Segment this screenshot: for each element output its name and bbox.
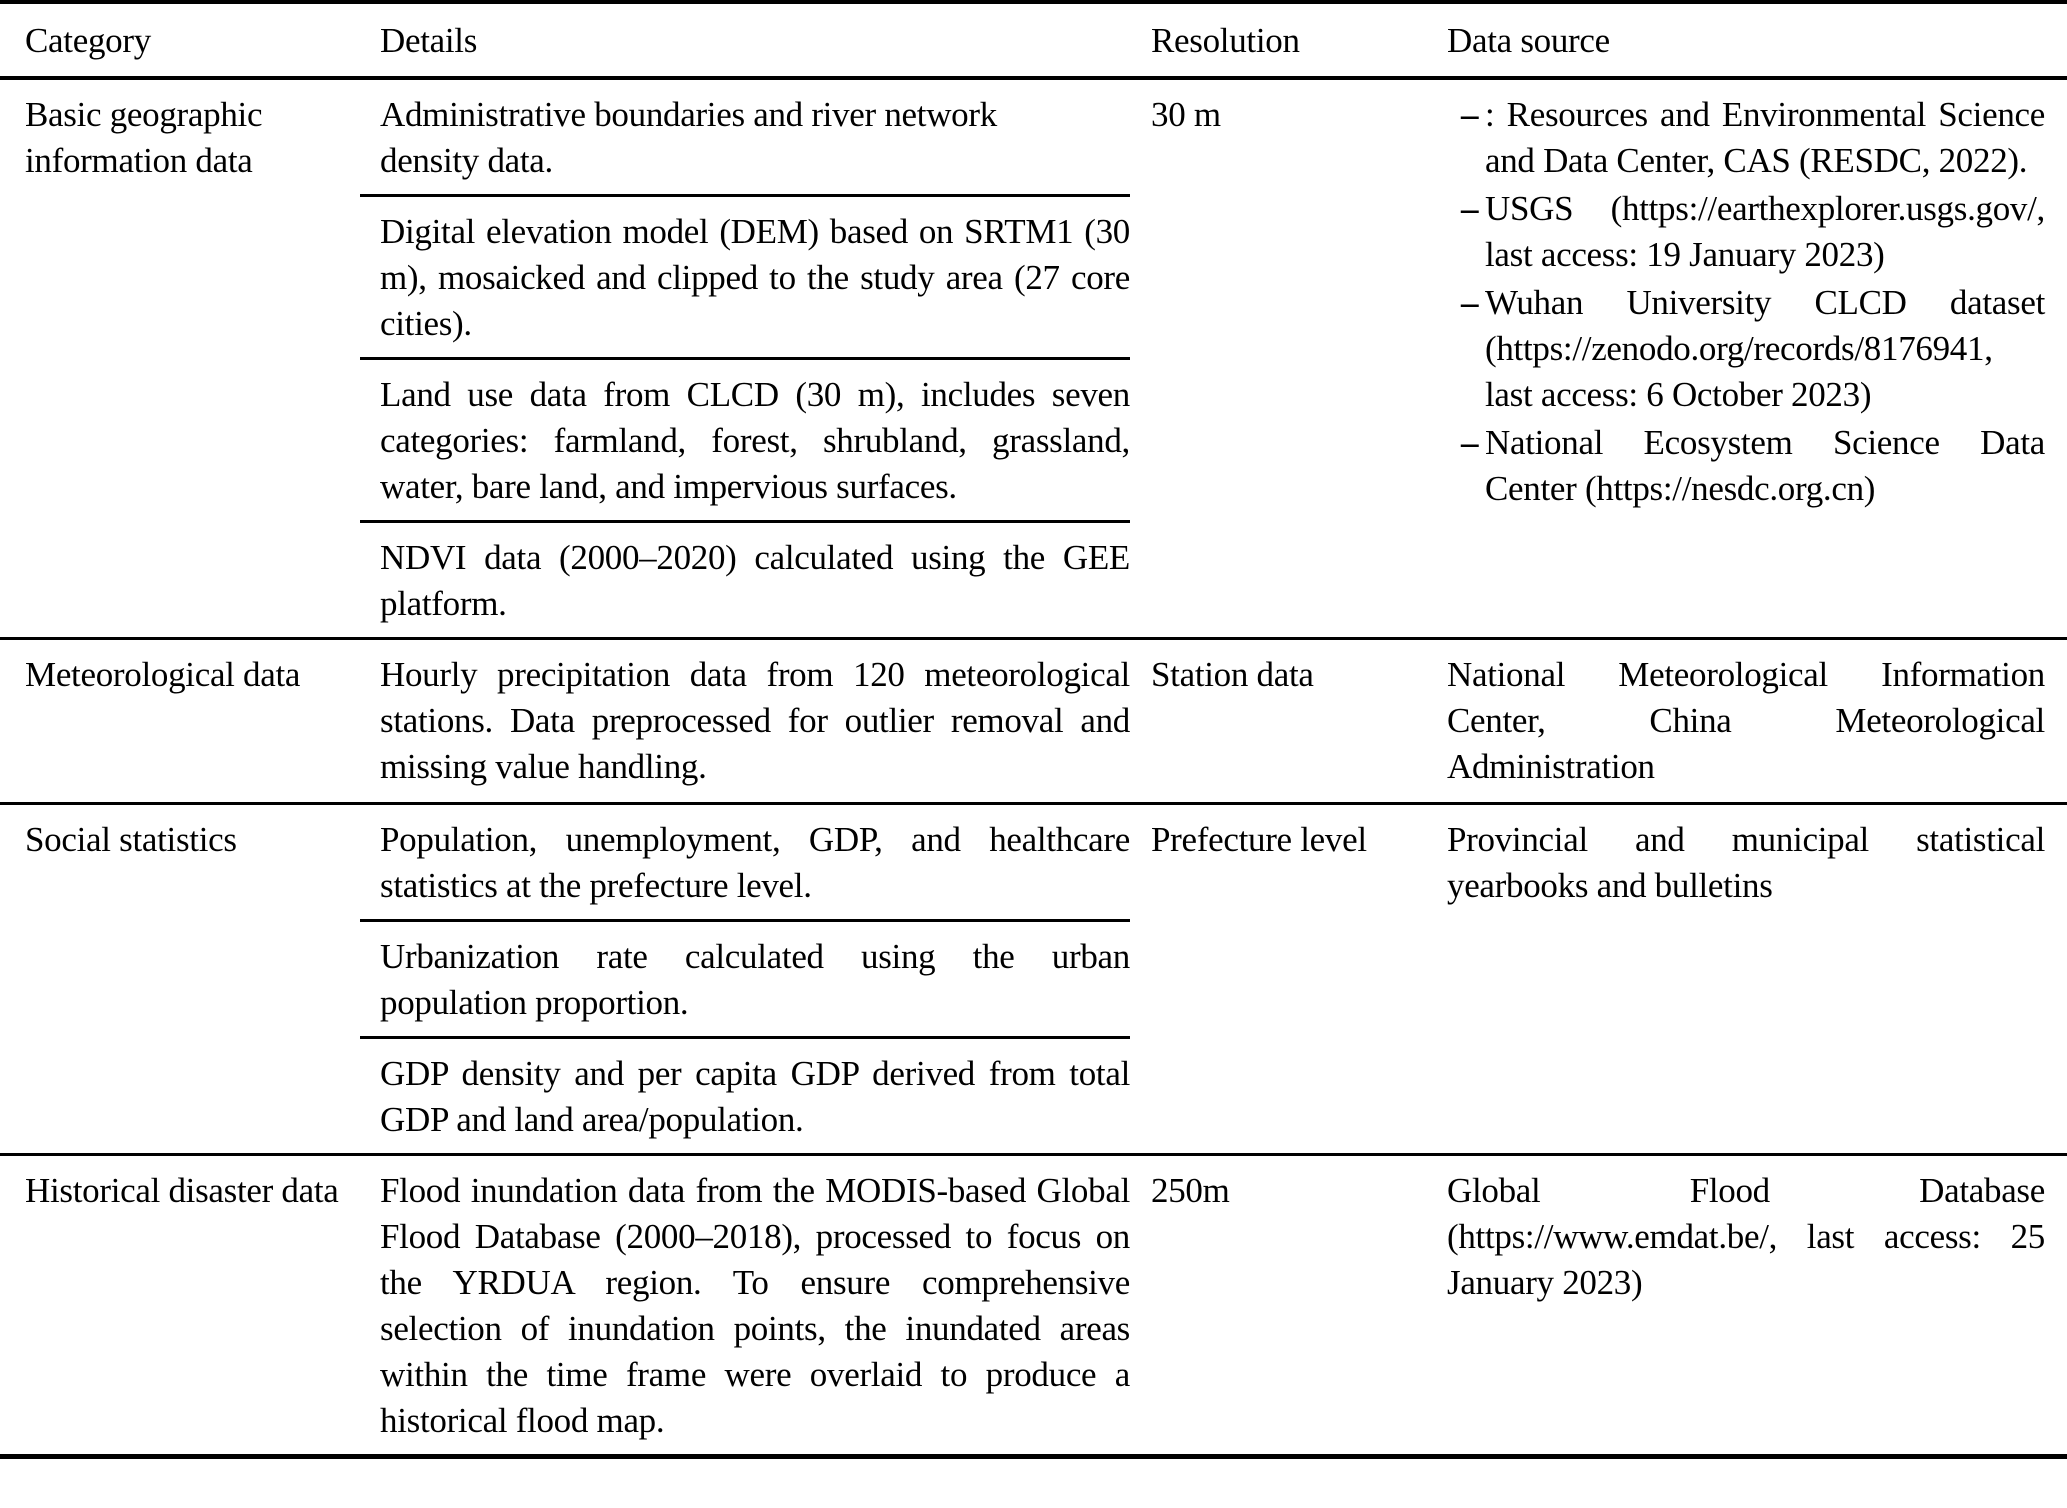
category-cell: Social statistics <box>25 820 237 859</box>
column-header-resolution: Resolution <box>1151 21 1300 60</box>
detail-item: Flood inundation data from the MODIS-based Global Flood Database (2000–2018), processed to focus on the YRDUA region. To ensure comprehensive selection of inundation points, the inundated areas within the time frame were overlaid to produce a historical flood map. <box>380 1171 1130 1440</box>
data-source-text: National Meteorological Information Center, China Meteorological Administration <box>1447 655 2045 786</box>
data-source-cell <box>1425 805 2067 1153</box>
detail-item: NDVI data (2000–2020) calculated using the GEE platform. <box>360 520 1130 637</box>
detail-item <box>360 80 1130 194</box>
detail-item: Digital elevation model (DEM) based on SRTM1 (30 m), mosaicked and clipped to the study area (27 core cities). <box>360 194 1130 357</box>
resolution-cell: Station data <box>1151 655 1314 694</box>
details-cell <box>360 1156 1130 1454</box>
table-row-basic-geographic <box>0 80 2067 637</box>
bullet-text: USGS (https://earthexplorer.usgs.gov/, last access: 19 January 2023) <box>1485 189 2045 274</box>
category-cell: Meteorological data <box>25 655 301 694</box>
bullet-text: : Resources and Environmental Science and Data Center, CAS (RESDC, 2022). <box>1485 95 2045 180</box>
table-row-social-statistics <box>0 802 2067 1153</box>
detail-item: Population, unemployment, GDP, and healthcare statistics at the prefecture level. <box>380 820 1130 905</box>
data-source-cell <box>1425 640 2067 802</box>
data-source-bullet-item <box>1425 420 2045 512</box>
category-cell: Basic geographic information data <box>25 95 263 180</box>
data-source-bullet-item <box>1425 280 2045 418</box>
bullet-dash-icon: – <box>1461 283 1479 322</box>
data-source-bullet-item <box>1425 186 2045 278</box>
category-cell: Historical disaster data <box>25 1171 339 1210</box>
bullet-dash-icon: – <box>1461 189 1479 228</box>
table-row-meteorological <box>0 637 2067 802</box>
column-header-details: Details <box>380 21 478 60</box>
details-cell <box>360 640 1130 802</box>
bullet-dash-icon: – <box>1461 423 1479 462</box>
resolution-cell: 250m <box>1151 1171 1230 1210</box>
detail-item: Hourly precipitation data from 120 meteorological stations. Data preprocessed for outlier removal and missing value handling. <box>380 655 1130 786</box>
details-cell <box>360 805 1130 1153</box>
bullet-text: National Ecosystem Science Data Center (https://nesdc.org.cn) <box>1485 423 2045 508</box>
bullet-dash-icon: – <box>1461 95 1479 134</box>
resolution-cell: 30 m <box>1151 95 1221 134</box>
data-source-cell <box>1425 80 2067 637</box>
resolution-cell: Prefecture level <box>1151 820 1367 859</box>
details-cell <box>360 80 1130 637</box>
detail-item: Land use data from CLCD (30 m), includes seven categories: farmland, forest, shrubland, grassland, water, bare land, and impervious surfaces. <box>360 357 1130 520</box>
data-source-cell <box>1425 1156 2067 1454</box>
detail-item: GDP density and per capita GDP derived from total GDP and land area/population. <box>360 1036 1130 1153</box>
column-header-data-source: Data source <box>1447 21 1610 60</box>
detail-text: Administrative boundaries and river network density data. <box>380 95 997 180</box>
table-header-row <box>0 4 2067 80</box>
data-source-text: Global Flood Database (https://www.emdat.be/, last access: 25 January 2023) <box>1447 1171 2045 1302</box>
detail-item: Urbanization rate calculated using the urban population proportion. <box>360 919 1130 1036</box>
data-source-text: Provincial and municipal statistical yearbooks and bulletins <box>1447 820 2045 905</box>
bullet-text: Wuhan University CLCD dataset (https://zenodo.org/records/8176941, last access: 6 October 2023) <box>1485 283 2045 414</box>
data-source-bullet-item <box>1425 92 2045 184</box>
table-row-historical-disaster <box>0 1153 2067 1454</box>
column-header-category: Category <box>25 21 151 60</box>
